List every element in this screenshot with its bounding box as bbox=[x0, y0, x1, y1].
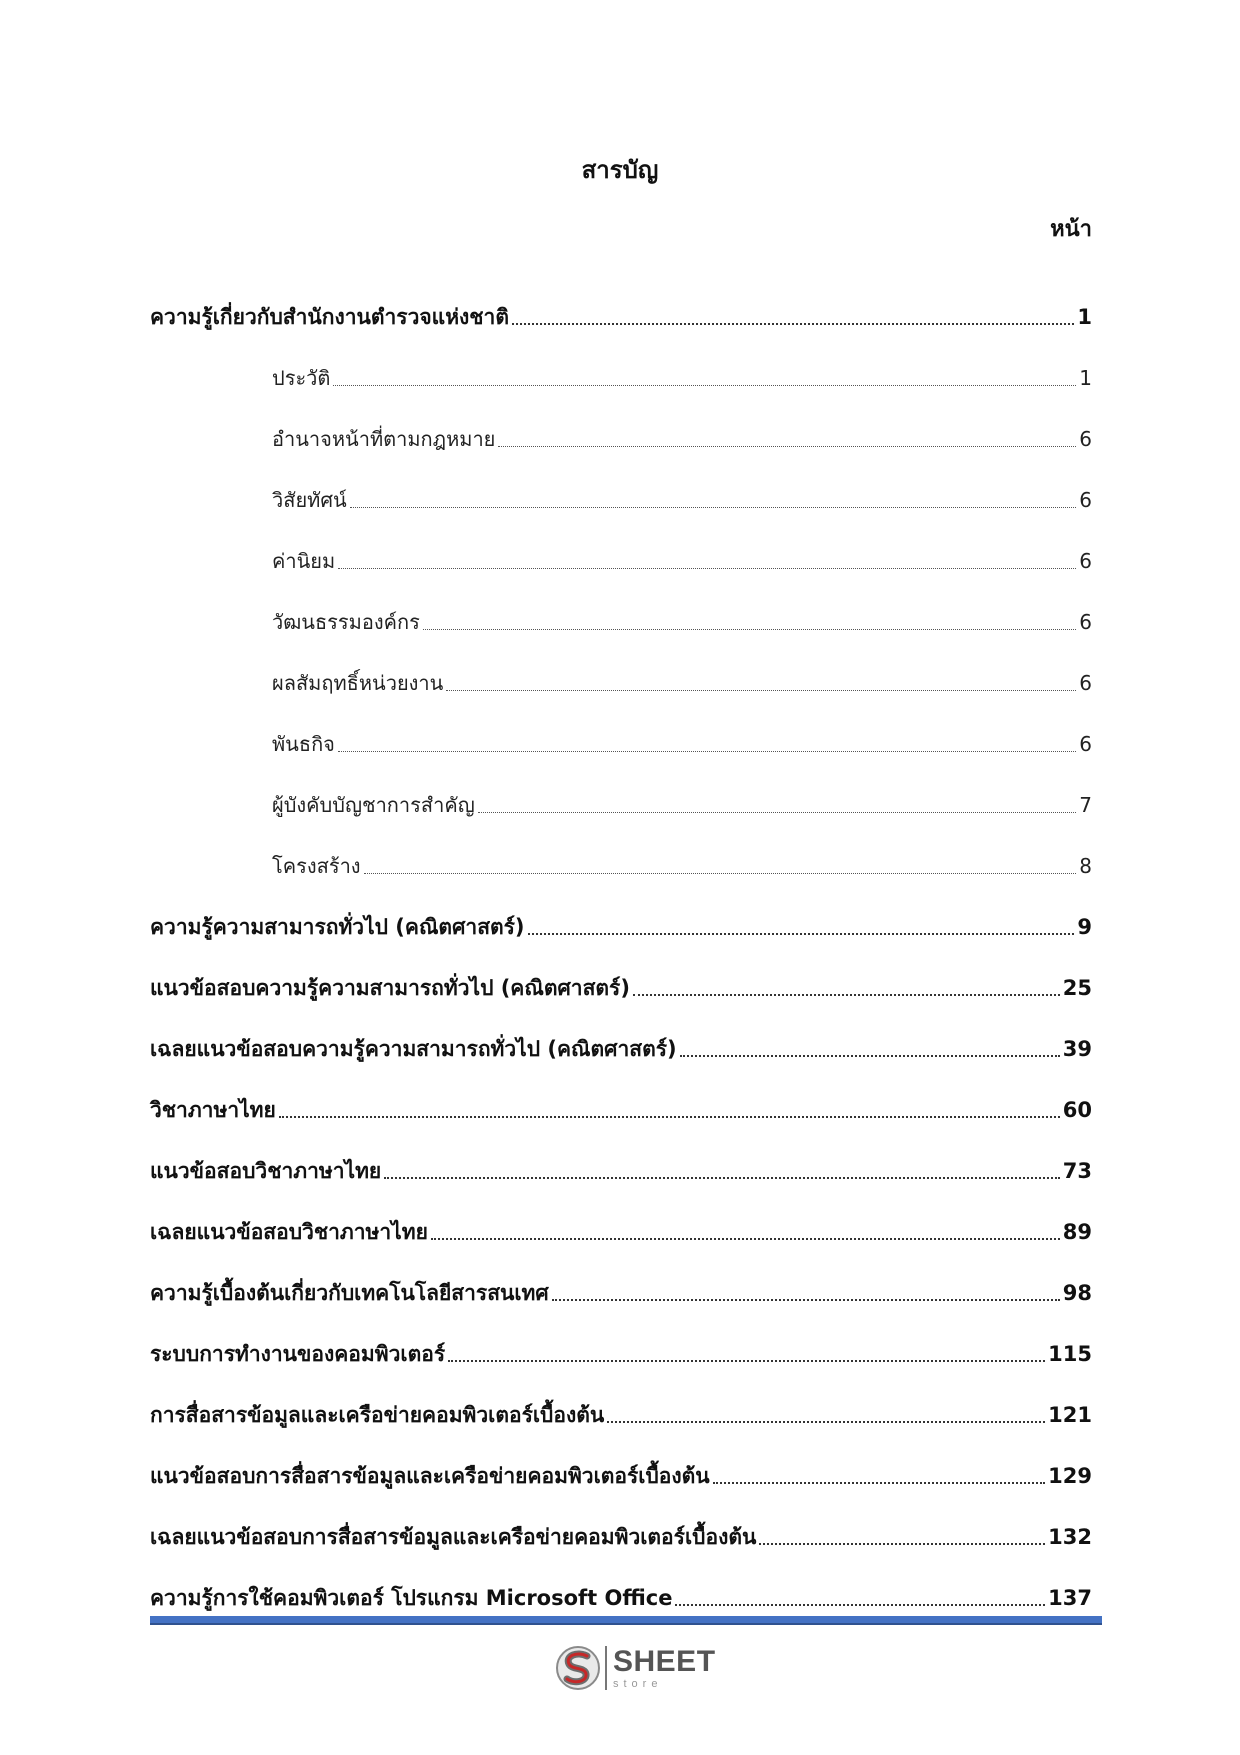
logo-text bbox=[613, 1644, 716, 1690]
toc-dot-leader bbox=[607, 1421, 1045, 1423]
toc-page-number: 8 bbox=[1079, 854, 1092, 878]
toc-entry-chapter bbox=[150, 272, 1092, 333]
logo-subtitle: store bbox=[613, 1677, 663, 1690]
toc-dot-leader bbox=[446, 690, 1076, 691]
toc-page-number: 6 bbox=[1079, 427, 1092, 451]
toc-dot-leader bbox=[364, 873, 1077, 874]
toc-dot-leader bbox=[423, 629, 1076, 630]
toc-entry-label: ประวัติ bbox=[272, 366, 331, 390]
toc-page-number: 60 bbox=[1062, 1098, 1092, 1122]
toc-page-number: 73 bbox=[1062, 1159, 1092, 1183]
toc-entry-section bbox=[150, 821, 1092, 882]
toc-page-number: 9 bbox=[1077, 915, 1092, 939]
toc-entry-chapter bbox=[150, 943, 1092, 1004]
toc-dot-leader bbox=[512, 323, 1074, 325]
toc-dot-leader bbox=[384, 1177, 1060, 1179]
toc-page-number: 39 bbox=[1062, 1037, 1092, 1061]
toc-entry-label: วัฒนธรรมองค์กร bbox=[272, 610, 420, 634]
toc-entry-chapter bbox=[150, 1004, 1092, 1065]
page-title: สารบัญ bbox=[581, 156, 659, 184]
toc-page-number: 6 bbox=[1079, 732, 1092, 756]
toc-entry-section bbox=[150, 638, 1092, 699]
toc-dot-leader bbox=[633, 994, 1060, 996]
toc-page-number: 6 bbox=[1079, 610, 1092, 634]
toc-dot-leader bbox=[448, 1360, 1045, 1362]
toc-entry-label: การสื่อสารข้อมูลและเครือข่ายคอมพิวเตอร์เบื้องต้น bbox=[150, 1403, 605, 1427]
toc-entry-section bbox=[150, 760, 1092, 821]
toc-dot-leader bbox=[478, 812, 1077, 813]
toc-page-number: 98 bbox=[1062, 1281, 1092, 1305]
toc-entry-label: ค่านิยม bbox=[272, 549, 336, 573]
toc-entry-chapter bbox=[150, 1431, 1092, 1492]
toc-entry-chapter bbox=[150, 1126, 1092, 1187]
toc-entry-chapter bbox=[150, 1370, 1092, 1431]
toc-dot-leader bbox=[338, 568, 1076, 569]
toc-dot-leader bbox=[279, 1116, 1060, 1118]
toc-entry-chapter bbox=[150, 1065, 1092, 1126]
toc-dot-leader bbox=[498, 446, 1076, 447]
toc-entry-label: วิชาภาษาไทย bbox=[150, 1098, 276, 1122]
toc-page-number: 6 bbox=[1079, 549, 1092, 573]
sheet-store-logo-icon bbox=[555, 1645, 601, 1691]
toc-entry-section bbox=[150, 577, 1092, 638]
toc-dot-leader bbox=[759, 1543, 1045, 1545]
toc-page-number: 129 bbox=[1048, 1464, 1092, 1488]
toc-dot-leader bbox=[713, 1482, 1045, 1484]
toc-entry-label: วิสัยทัศน์ bbox=[272, 488, 347, 512]
toc-entry-label: เฉลยแนวข้อสอบวิชาภาษาไทย bbox=[150, 1220, 428, 1244]
toc-page-number: 121 bbox=[1048, 1403, 1092, 1427]
toc-entry-label: ความรู้การใช้คอมพิวเตอร์ โปรแกรม Microsoft Office bbox=[150, 1586, 673, 1610]
toc-entry-section bbox=[150, 516, 1092, 577]
toc-entry-section bbox=[150, 699, 1092, 760]
toc-entry-label: แนวข้อสอบการสื่อสารข้อมูลและเครือข่ายคอมพิวเตอร์เบื้องต้น bbox=[150, 1464, 710, 1488]
logo-divider bbox=[605, 1646, 607, 1690]
toc-entry-label: ความรู้ความสามารถทั่วไป (คณิตศาสตร์) bbox=[150, 915, 525, 939]
toc-entry-label: แนวข้อสอบความรู้ความสามารถทั่วไป (คณิตศาสตร์) bbox=[150, 976, 630, 1000]
toc-page-number: 6 bbox=[1079, 671, 1092, 695]
toc-dot-leader bbox=[350, 507, 1077, 508]
toc-entry-section bbox=[150, 333, 1092, 394]
toc-entry-label: แนวข้อสอบวิชาภาษาไทย bbox=[150, 1159, 382, 1183]
toc-entry-label: โครงสร้าง bbox=[272, 854, 361, 878]
toc-entry-label: ผู้บังคับบัญชาการสำคัญ bbox=[272, 793, 475, 817]
toc-entry-section bbox=[150, 455, 1092, 516]
footer-divider bbox=[150, 1616, 1102, 1625]
toc-entry-chapter bbox=[150, 1553, 1092, 1614]
toc-entry-label: ระบบการทำงานของคอมพิวเตอร์ bbox=[150, 1342, 446, 1366]
toc-page-number: 137 bbox=[1048, 1586, 1092, 1610]
toc-page-number: 1 bbox=[1079, 366, 1092, 390]
sheet-store-logo bbox=[555, 1640, 716, 1696]
toc-entry-label: เฉลยแนวข้อสอบการสื่อสารข้อมูลและเครือข่ายคอมพิวเตอร์เบื้องต้น bbox=[150, 1525, 757, 1549]
toc-entry-chapter bbox=[150, 1248, 1092, 1309]
logo-wordmark: SHEET bbox=[613, 1644, 716, 1678]
toc-dot-leader bbox=[333, 385, 1076, 386]
toc-page-number: 25 bbox=[1062, 976, 1092, 1000]
toc-dot-leader bbox=[552, 1299, 1060, 1301]
toc-page-number: 6 bbox=[1079, 488, 1092, 512]
toc-entry-chapter bbox=[150, 1309, 1092, 1370]
toc-entry-chapter bbox=[150, 1492, 1092, 1553]
toc-entry-chapter bbox=[150, 1187, 1092, 1248]
toc-entry-label: อำนาจหน้าที่ตามกฎหมาย bbox=[272, 427, 496, 451]
toc-entry-label: ผลสัมฤทธิ์หน่วยงาน bbox=[272, 671, 444, 695]
toc-dot-leader bbox=[528, 933, 1075, 935]
table-of-contents bbox=[150, 272, 1092, 1614]
page-column-header: หน้า bbox=[1050, 217, 1092, 242]
toc-dot-leader bbox=[680, 1055, 1060, 1057]
toc-entry-section bbox=[150, 394, 1092, 455]
toc-dot-leader bbox=[338, 751, 1076, 752]
toc-page-number: 1 bbox=[1077, 305, 1092, 329]
toc-entry-label: เฉลยแนวข้อสอบความรู้ความสามารถทั่วไป (คณิตศาสตร์) bbox=[150, 1037, 677, 1061]
toc-entry-label: พันธกิจ bbox=[272, 732, 335, 756]
toc-entry-label: ความรู้เบื้องต้นเกี่ยวกับเทคโนโลยีสารสนเทศ bbox=[150, 1281, 549, 1305]
toc-page-number: 7 bbox=[1079, 793, 1092, 817]
toc-page-number: 132 bbox=[1048, 1525, 1092, 1549]
toc-page-number: 115 bbox=[1048, 1342, 1092, 1366]
toc-page-number: 89 bbox=[1062, 1220, 1092, 1244]
toc-entry-chapter bbox=[150, 882, 1092, 943]
toc-entry-label: ความรู้เกี่ยวกับสำนักงานตำรวจแห่งชาติ bbox=[150, 305, 509, 329]
toc-dot-leader bbox=[431, 1238, 1060, 1240]
toc-dot-leader bbox=[675, 1604, 1045, 1606]
